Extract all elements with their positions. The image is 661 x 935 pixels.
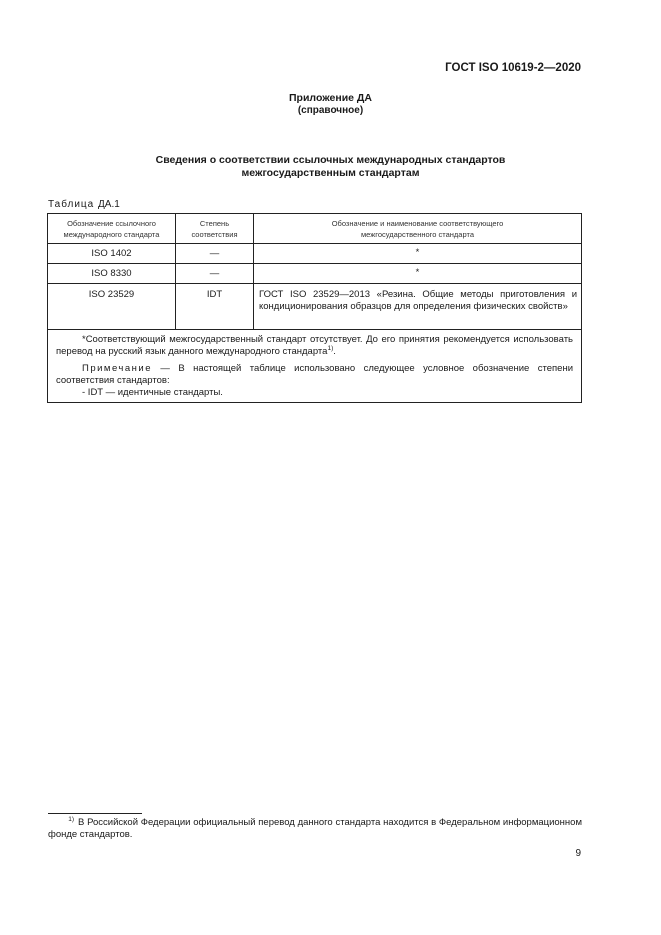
footnote-separator bbox=[48, 813, 142, 814]
table-row-3-standard: ISO 23529 bbox=[88, 289, 135, 300]
table-row-3-degree: IDT bbox=[206, 289, 223, 300]
section-title-line-1: Сведения о соответствии ссылочных международных стандартов bbox=[155, 154, 506, 166]
page-number: 9 bbox=[575, 848, 581, 859]
header-cell-national bbox=[254, 218, 581, 240]
header-cell-degree bbox=[176, 218, 253, 240]
table-note bbox=[56, 363, 573, 387]
table-row-3-national: ГОСТ ISO 23529—2013 «Резина. Общие методы приготовления и кондиционирования образцов для определения физических свойств» bbox=[259, 289, 577, 312]
note-text: — В настоящей таблице использовано следующее условное обозначение степени соответствия стандартов: bbox=[56, 363, 573, 386]
header-cell-standard bbox=[48, 218, 175, 240]
appendix-subtitle: (справочное) bbox=[297, 105, 364, 116]
note-label: Примечание bbox=[82, 363, 152, 374]
table-row-1-standard: ISO 1402 bbox=[91, 248, 132, 259]
table-row-2-standard: ISO 8330 bbox=[91, 268, 132, 279]
header-text: Обозначение ссылочного bbox=[67, 219, 156, 228]
section-title-line-2: межгосударственным стандартам bbox=[241, 167, 420, 179]
table-divider bbox=[48, 263, 581, 264]
page-footnote bbox=[48, 817, 582, 841]
header-text: межгосударственного стандарта bbox=[361, 230, 474, 239]
table-caption-number: ДА.1 bbox=[98, 199, 120, 210]
section-title bbox=[0, 154, 661, 180]
table-row-1-degree: — bbox=[209, 248, 220, 259]
table-divider bbox=[48, 243, 581, 244]
table-footnote-text: *Соответствующий межгосударственный стандарт отсутствует. До его принятия рекомендуется использовать перевод на русский язык данного международного стандарта bbox=[56, 334, 573, 357]
table-row-1-national: * bbox=[415, 247, 420, 258]
header-text: Степень bbox=[199, 219, 230, 228]
table-footnote: *Соответствующий межгосударственный стандарт отсутствует. До его принятия рекомендуется использовать перевод на русский язык данного международного стандарта$^{1)}$. bbox=[56, 334, 573, 357]
table-divider bbox=[48, 283, 581, 284]
footnote-text: В Российской Федерации официальный перевод данного стандарта находится в Федеральном информационном фонде стандартов. bbox=[48, 817, 582, 840]
appendix-title: Приложение ДА bbox=[289, 92, 372, 104]
footnote-marker-wrap bbox=[48, 817, 74, 829]
table-divider bbox=[48, 329, 581, 330]
table-row-2-degree: — bbox=[209, 268, 220, 279]
header-text: Обозначение и наименование соответствующего bbox=[331, 219, 504, 228]
document-code: ГОСТ ISO 10619-2—2020 bbox=[445, 62, 581, 74]
table-notes bbox=[56, 334, 573, 399]
header-text: международного стандарта bbox=[63, 230, 160, 239]
footnote-reference: 1) bbox=[327, 345, 334, 352]
correspondence-table bbox=[47, 213, 582, 403]
table-row-2-national: * bbox=[415, 267, 420, 278]
header-text: соответствия bbox=[191, 230, 238, 239]
table-caption bbox=[48, 199, 120, 210]
table-caption-prefix: Таблица bbox=[48, 199, 95, 210]
footnote-marker: 1) bbox=[68, 816, 74, 823]
note-item: - IDT — идентичные стандарты. bbox=[82, 387, 223, 398]
